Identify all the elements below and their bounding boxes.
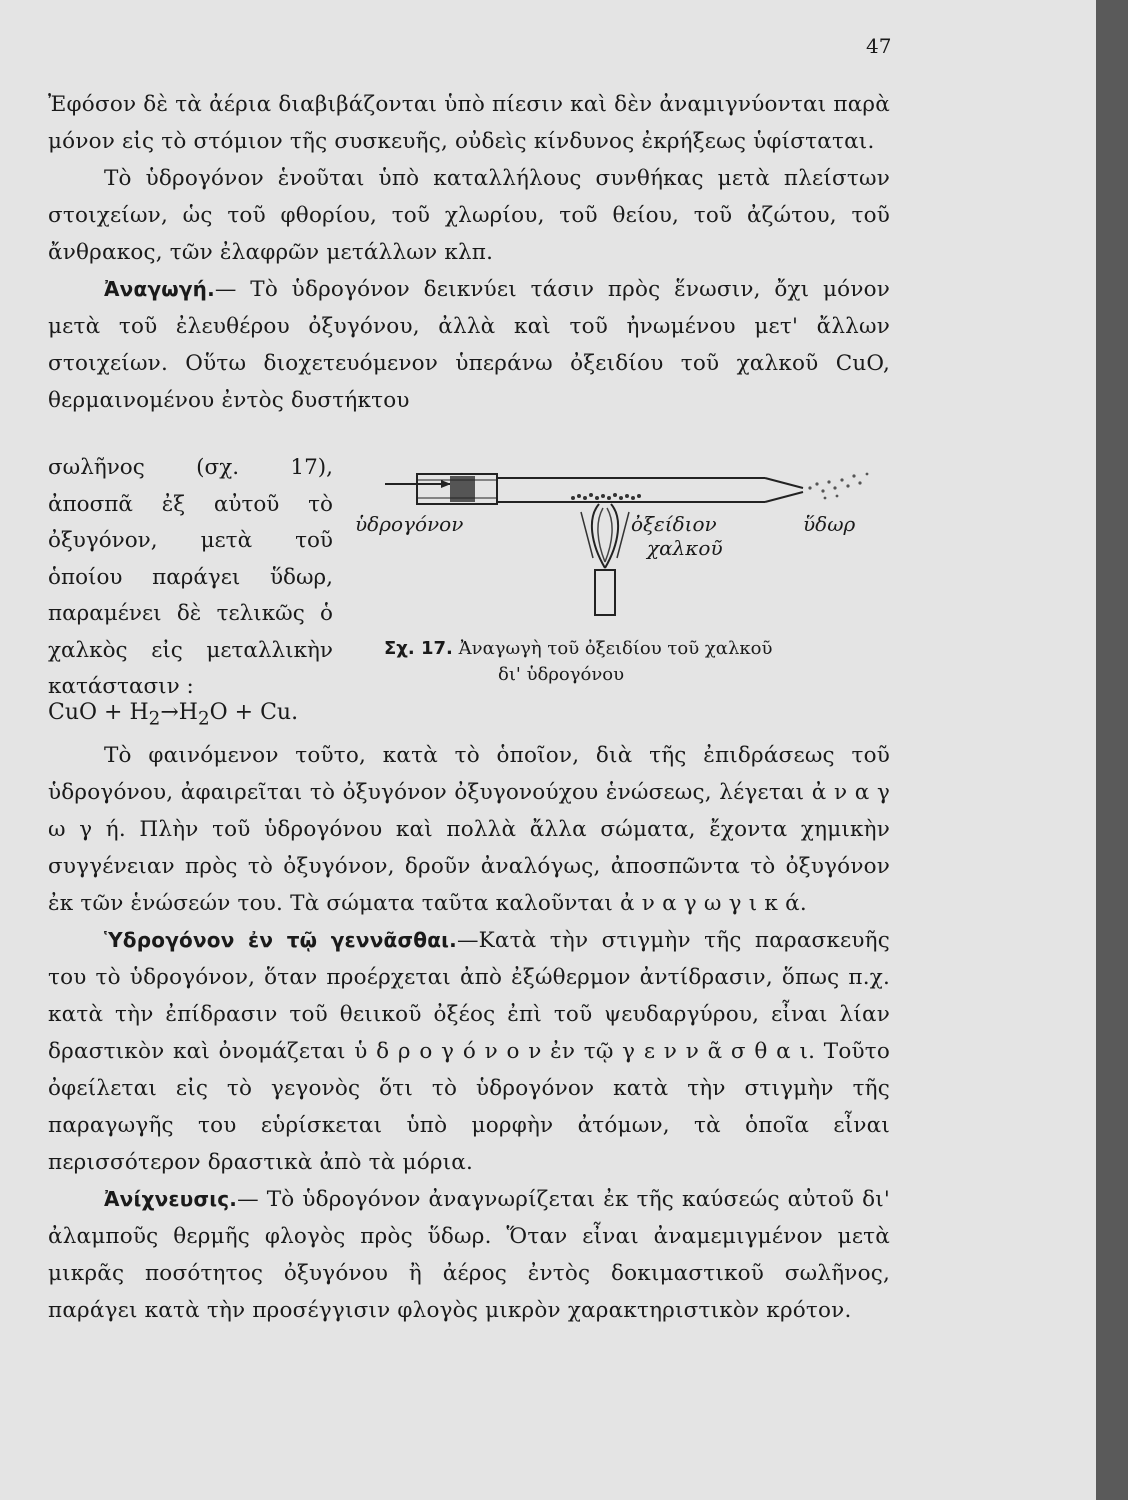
text-block-bottom xyxy=(48,737,890,1329)
figure-17-apparatus xyxy=(355,458,895,628)
label-hydrogen: ὑδρογόνον xyxy=(355,512,464,536)
figure-caption xyxy=(384,636,904,662)
page-edge-shadow xyxy=(1096,0,1128,1500)
label-copper: χαλκοῦ xyxy=(647,536,723,560)
detection-text: — Τὸ ὑδρογόνον ἀναγνωρίζεται ἐκ τῆς καύσεώς αὐτοῦ δι' ἀλαμποῦς θερμῆς φλογὸς πρὸς ὕδωρ. Ὅταν εἶναι ἀναμεμιγμένον μετὰ μικρᾶς ποσότητος ὀξυγόνου ἢ ἀέρος ἐντὸς δοκιμαστικοῦ σωλῆνος, παράγει κατὰ τὴν προσέγγισιν φλογὸς μικρὸν χαρακτηριστικὸν κρότον. xyxy=(48,1187,890,1323)
paragraph-pressure: Ἐφόσον δὲ τὰ ἀέρια διαβιβάζονται ὑπὸ πίεσιν καὶ δὲν ἀναμιγνύονται παρὰ μόνον εἰς τὸ στόμιον τῆς συσκευῆς, οὐδεὶς κίνδυνος ἐκρήξεως ὑφίσταται. xyxy=(48,92,890,154)
paragraph-compounds: Τὸ ὑδρογόνον ἑνοῦται ὑπὸ καταλλήλους συνθήκας μετὰ πλείστων στοιχείων, ὡς τοῦ φθορίου, τοῦ χλωρίου, τοῦ θείου, τοῦ ἀζώτου, τοῦ ἄνθρακος, τῶν ἐλαφρῶν μετάλλων κλπ. xyxy=(48,166,890,265)
nascent-text: —Κατὰ τὴν στιγμὴν τῆς παρασκευῆς του τὸ ὑδρογόνον, ὅταν προέρχεται ἀπὸ ἐξώθερμον ἀντίδρασιν, ὅπως π.χ. κατὰ τὴν ἐπίδρασιν τοῦ θειικοῦ ὀξέος ἐπὶ τοῦ ψευδαργύρου, εἶναι λίαν δραστικὸν καὶ ὀνομάζεται ὑ δ ρ ο γ ό ν ο ν ἐν τῷ γ ε ν ν ᾶ σ θ α ι. Τοῦτο ὀφείλεται εἰς τὸ γεγονὸς ὅτι τὸ ὑδρογόνον κατὰ τὴν στιγμὴν τῆς παραγωγῆς του εὑρίσκεται ὑπὸ μορφὴν ἀτόμων, τὰ ὁποῖα εἶναι περισσότερον δραστικὰ ἀπὸ τὰ μόρια. xyxy=(48,928,890,1175)
paragraph-reduction-narrow: σωλῆνος (σχ. 17), ἀποσπᾶ ἐξ αὐτοῦ τὸ ὀξυγόνον, μετὰ τοῦ ὁποίου παράγει ὕδωρ, παραμένει δὲ τελικῶς ὁ χαλκὸς εἰς μεταλλικὴν κατάστασιν : xyxy=(48,455,333,699)
heading-reduction: Ἀναγωγή. xyxy=(104,277,215,301)
label-water: ὕδωρ xyxy=(803,512,856,536)
paragraph-detection xyxy=(48,1181,890,1329)
chemical-equation: CuO + $H_2\to H_2O + Cu$. xyxy=(48,700,299,730)
heading-detection: Ἀνίχνευσις. xyxy=(104,1187,238,1211)
apparatus-drawing xyxy=(355,458,895,628)
paragraph-nascent-hydrogen xyxy=(48,922,890,1181)
caption-line-1: Ἀναγωγὴ τοῦ ὀξειδίου τοῦ χαλκοῦ xyxy=(458,638,773,659)
heading-nascent: Ὑδρογόνον ἐν τῷ γεννᾶσθαι. xyxy=(104,928,457,952)
label-copper-oxide: ὀξείδιον xyxy=(631,512,717,536)
paragraph-reduction-definition: Τὸ φαινόμενον τοῦτο, κατὰ τὸ ὁποῖον, διὰ τῆς ἐπιδράσεως τοῦ ὑδρογόνου, ἀφαιρεῖται τὸ ὀξυγόνον ὀξυγονούχου ἑνώσεως, λέγεται ἀ ν α γ ω γ ή. Πλὴν τοῦ ὑδρογόνου καὶ πολλὰ ἄλλα σώματα, ἔχοντα χημικὴν συγγένειαν πρὸς τὸ ὀξυγόνον, δροῦν ἀναλόγως, ἀποσπῶντα τὸ ὀξυγόνον ἐκ τῶν ἑνώσεών του. Τὰ σώματα ταῦτα καλοῦνται ἀ ν α γ ω γ ι κ ά. xyxy=(48,743,890,916)
reduction-intro-text: — Τὸ ὑδρογόνον δεικνύει τάσιν πρὸς ἕνωσιν, ὄχι μόνον μετὰ τοῦ ἐλευθέρου ὀξυγόνου, ἀλλὰ καὶ τοῦ ἠνωμένου μετ' ἄλλων στοιχείων. Οὕτω διοχετευόμενον ὑπεράνω ὀξειδίου τοῦ χαλκοῦ CuO, θερμαινομένου ἐντὸς δυστήκτου xyxy=(48,277,890,413)
page-number: 47 xyxy=(866,34,892,58)
paragraph-reduction-intro xyxy=(48,271,890,419)
caption-line-2: δι' ὑδρογόνου xyxy=(498,664,625,685)
text-block-top xyxy=(48,86,890,419)
caption-number: Σχ. 17. xyxy=(384,638,453,659)
